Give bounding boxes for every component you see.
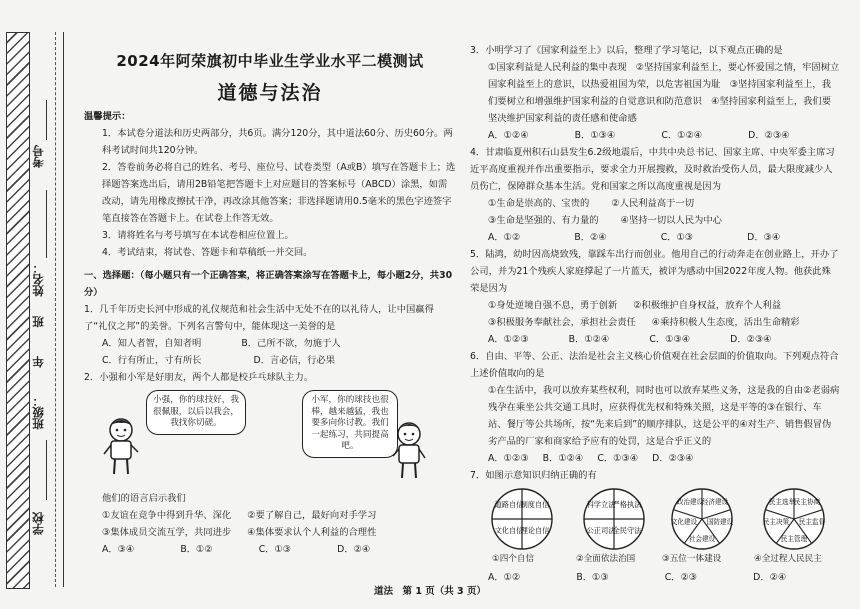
sector-label: 科学立法	[586, 500, 616, 509]
q2-option-b[interactable]: B．①②	[180, 544, 213, 555]
sector-label: 民主管理	[780, 535, 808, 543]
sector-label: 道路自信	[494, 500, 524, 509]
q6-options-row	[470, 450, 840, 467]
q6-option-b[interactable]: B．①②④	[542, 453, 584, 464]
q7-option-c[interactable]: C．②③	[664, 572, 698, 583]
circle-whole-process-democracy	[762, 487, 826, 551]
q5-choice-2: ②积极维护自身权益，放弃个人利益	[633, 300, 781, 311]
circle-rule-of-law	[582, 487, 646, 551]
q2-choices-row-1	[84, 507, 456, 524]
q7-stem: 7．如图示意知识归纳正确的有	[470, 470, 597, 481]
q6-option-d[interactable]: D．②③④	[652, 453, 694, 464]
circle-four-confidences	[490, 487, 554, 551]
q5-choices-row-1	[470, 297, 840, 314]
q7-option-b[interactable]: B．①③	[576, 572, 609, 583]
sector-label: 民主决策	[762, 518, 790, 526]
class-field[interactable]	[46, 440, 47, 500]
sector-label: 民主监督	[798, 518, 826, 526]
q5-options-row	[470, 331, 840, 348]
sector-label: 民主选举	[768, 498, 796, 506]
speech-bubble-left: 小强，你的球技好，我很佩服，以后以我会，我找你切磋。	[146, 390, 246, 435]
boy-left-icon	[102, 416, 140, 478]
q5-option-a[interactable]: A．①②③	[488, 334, 529, 345]
q4-choice-3: ③生命是坚强的、有力量的	[488, 215, 599, 226]
sector-label: 国防建设	[706, 518, 734, 526]
right-column	[470, 42, 840, 586]
q5-choice-4: ④乘持积极人生态度，活出生命精彩	[651, 317, 800, 328]
q4-choices-row-2	[470, 212, 840, 229]
binding-dashed-line	[55, 32, 56, 587]
circle-five-in-one	[670, 487, 734, 551]
speech-bubble-right: 小军，你的球技也很棒，越来越猛，我也要多向你讨教。我们一起练习，共同提高吧。	[302, 390, 398, 458]
q3-stem: 3．小明学习了《国家利益至上》以后，整理了学习笔记，以下观点正确的是	[470, 45, 783, 56]
binding-hatch-strip	[6, 32, 30, 589]
q6-option-a[interactable]: A．①②③	[488, 453, 529, 464]
q1-options-row-1	[84, 335, 456, 352]
q2-choice-3: ③集体成员交流互学，共同进步	[102, 527, 232, 538]
exam-number-field[interactable]	[46, 100, 47, 140]
circle-caption-3: ③五位一体建设	[662, 554, 722, 564]
note-item-1: 1．本试卷分道法和历史两部分，共6页。满分120分，其中道法60分、历史60分。两科考试时间共120分钟。	[102, 128, 453, 156]
sector-label: 政治建设	[676, 498, 704, 506]
binding-label-exam-number: 考号	[31, 145, 45, 168]
q5-choices-row-2	[470, 314, 840, 331]
q2-choice-2: ②要了解自己，最好向对手学习	[247, 510, 377, 521]
q2-choice-4: ④集体要求认个人利益的合理性	[247, 527, 377, 538]
section-heading: 一、选择题：（每小题只有一个正确答案，将正确答案涂写在答题卡上，每小题2分，共30分）	[84, 270, 453, 298]
q1-option-d[interactable]: D．言必信，行必果	[253, 355, 336, 366]
binding-label-name: 姓名：	[31, 262, 45, 297]
q5-choice-3: ③积极服务奉献社会，承担社会责任	[488, 317, 636, 328]
sector-label: 制度自信	[520, 500, 550, 509]
left-column	[84, 108, 456, 558]
q4-options-row	[470, 229, 840, 246]
notes-heading: 温馨提示：	[84, 111, 131, 122]
q1-options-row-2	[84, 352, 456, 369]
q3-options-row	[470, 127, 840, 144]
circle-caption-2: ②全面依法治国	[576, 554, 636, 564]
binding-label-school: 学校	[31, 512, 45, 535]
q2-option-d[interactable]: D．②④	[337, 544, 371, 555]
q1-option-b[interactable]: B．己所不欲，勿施于人	[241, 338, 341, 349]
q3-option-b[interactable]: B．①③④	[574, 130, 616, 141]
sector-label: 文化建设	[670, 518, 698, 526]
q1-option-c[interactable]: C．行有所止，寸有所长	[102, 355, 202, 366]
q1-stem: 1．几千年历史长河中形成的礼仪规范和社会生活中无处不在的以礼待人，让中国赢得了“礼仪之邦”的美誉。下列名言警句中，能体现这一美誉的是	[84, 304, 434, 332]
q4-stem: 4．甘肃临夏州积石山县发生6.2级地震后，中共中央总书记、国家主席、中央军委主席习近平高度重视并作出重要指示，要求全力开展搜救，及时救治受伤人员，最大限度减少人员伤亡，保障群众基本生活。党和国家之所以高度重视是因为	[470, 147, 835, 192]
circle-caption-1: ①四个自信	[492, 554, 535, 564]
q4-choice-2: ②人民利益高于一切	[611, 198, 695, 209]
sector-label: 社会建设	[688, 535, 716, 543]
q7-circle-diagrams	[470, 487, 840, 569]
note-item-3: 3．请将姓名与考号填写在本试卷相应位置上。	[102, 230, 294, 241]
binding-solid-line	[63, 32, 64, 587]
q4-choice-4: ④坚持一切以人民为中心	[620, 215, 722, 226]
q2-comic	[84, 388, 456, 486]
binding-label-grade: 年	[31, 356, 45, 368]
subject-title: 道德与法治	[217, 82, 323, 104]
q7-option-a[interactable]: A．①②	[488, 572, 521, 583]
sector-label: 全民守法	[612, 526, 642, 535]
q1-option-a[interactable]: A．知人者智，自知者明	[102, 338, 202, 349]
q4-choice-1: ①生命是崇高的、宝贵的	[488, 198, 590, 209]
q5-option-d[interactable]: D．②③④	[730, 334, 772, 345]
sector-label: 民主协商	[793, 498, 821, 506]
q5-option-c[interactable]: C．①③④	[649, 334, 691, 345]
name-field[interactable]	[46, 190, 47, 258]
q3-option-c[interactable]: C．①②④	[661, 130, 703, 141]
exam-title: 2024年阿荣旗初中毕业生学业水平二模测试	[116, 52, 424, 70]
sector-label: 严格执法	[612, 500, 642, 509]
q2-option-c[interactable]: C．①③	[258, 544, 292, 555]
q3-choices: ①国家利益是人民利益的集中表现 ②坚持国家利益至上，要心怀爱国之情，牢固树立国家利益至上的意识，以热爱祖国为荣，以危害祖国为耻 ③坚持国家利益至上，我们要树立和增强维护国家利益的自觉意识和防范意识 ④坚持国家利益至上，我们要坚决维护国家利益的责任感和使命感	[488, 62, 840, 124]
q5-stem: 5．陆鸿，幼时因高烧致残，靠踩车出行而创业。他用自己的行动奔走在创业路上，开办了公司，并为21个残疾人家庭撑起了一片蓝天，被评为感动中国2022年度人物。他获此殊荣是因为	[470, 249, 839, 294]
q2-option-a[interactable]: A．③④	[102, 544, 135, 555]
q6-option-c[interactable]: C．①③④	[597, 453, 639, 464]
q4-option-b[interactable]: B．②④	[574, 232, 607, 243]
sector-label: 公正司法	[586, 526, 616, 535]
q6-choices: ①在生活中，我可以放弃某些权利，同时也可以放弃某些义务，这是我的自由②老弱病残孕在乘坐公共交通工具时，应获得优先权和特殊关照，这是平等的③在银行、车站、餐厅等公共场所，按“先来后到”的顺序排队，这是公平的④对生产、销售假冒伪劣产品的厂家和商家给予应有的处罚，这是合乎正义的	[488, 385, 840, 447]
q2-after-text: 他们的语言启示我们	[102, 493, 186, 504]
q2-stem: 2．小强和小军是好朋友，两个人都是校乒乓球队主力。	[84, 372, 314, 383]
q5-choice-1: ①身处逆境自强不息，勇于创新	[488, 300, 618, 311]
binding-label-ban: 班	[31, 316, 45, 328]
q4-option-c[interactable]: C．①③	[660, 232, 694, 243]
q4-option-d[interactable]: D．③④	[747, 232, 781, 243]
boy-right-icon	[390, 420, 428, 482]
q2-choices-row-2	[84, 524, 456, 541]
q6-stem: 6．自由、平等、公正、法治是社会主义核心价值观在社会层面的价值取向。下列观点符合上述价值取向的是	[470, 351, 839, 379]
page-footer: 道法 第 1 页（共 3 页）	[374, 586, 486, 597]
q3-option-d[interactable]: D．②③④	[748, 130, 790, 141]
sector-label: 文化自信	[494, 526, 524, 535]
q4-choices-row-1	[470, 195, 840, 212]
note-item-2: 2．答卷前务必将自己的姓名、考号、座位号、试卷类型（A或B）填写在答题卡上；选择题答案选出后，请用2B铅笔把答题卡上对应题目的答案标号（ABCD）涂黑，如需改动，请先用橡皮擦拭干净，再改涂其他答案；非选择题请用0.5毫米的黑色字迹签字笔直接答在答题卡上。在试卷上作答无效。	[102, 162, 456, 224]
q7-option-d[interactable]: D．②④	[753, 572, 787, 583]
binding-label-class: 班级：	[31, 395, 45, 430]
q5-option-b[interactable]: B．①②④	[568, 334, 610, 345]
sector-label: 经济建设	[701, 498, 729, 506]
note-item-4: 4．考试结束，将试卷、答题卡和草稿纸一并交回。	[102, 247, 313, 258]
q2-choice-1: ①友谊在竞争中得到升华、深化	[102, 510, 232, 521]
q2-options-row	[84, 541, 456, 558]
sector-label: 理论自信	[520, 526, 550, 535]
q4-option-a[interactable]: A．①②	[488, 232, 521, 243]
q3-option-a[interactable]: A．①②④	[488, 130, 529, 141]
circle-caption-4: ④全过程人民民主	[754, 554, 822, 564]
